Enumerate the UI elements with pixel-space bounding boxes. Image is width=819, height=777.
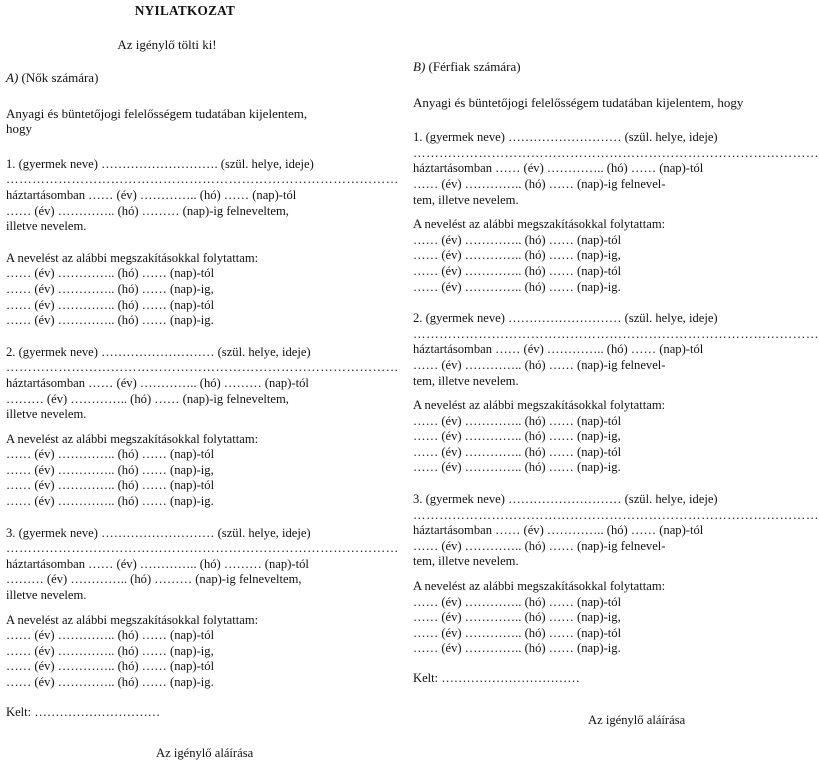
interruption-heading: A nevelést az alábbi megszakításokkal folytattam: bbox=[6, 250, 259, 265]
household-until-line: …… (év) ………….. (hó) ……… (nap)-ig felneveltem, bbox=[6, 203, 289, 218]
heading-text: (Férfiak számára) bbox=[428, 59, 521, 74]
interruption-line: …… (év) ………….. (hó) …… (nap)-tól bbox=[6, 266, 215, 281]
interruption-line: …… (év) ………….. (hó) …… (nap)-ig. bbox=[6, 494, 214, 509]
interruption-line: …… (év) ………….. (hó) …… (nap)-ig, bbox=[6, 643, 214, 658]
child-name-line: 1. (gyermek neve) ………………………. (szül. helye, ideje) bbox=[6, 156, 314, 171]
household-from-line: háztartásomban …… (év) ………….. (hó) …… (nap)-tól bbox=[413, 161, 704, 176]
household-from-line: háztartásomban …… (év) ………….. (hó) …… (nap)-tól bbox=[6, 187, 297, 202]
date-line: Kelt: …………………………… bbox=[413, 671, 580, 685]
interruption-line: …… (év) ………….. (hó) …… (nap)-tól bbox=[413, 444, 622, 459]
interruption-line: …… (év) ………….. (hó) …… (nap)-tól bbox=[413, 413, 622, 428]
document-title: NYILATKOZAT bbox=[134, 3, 236, 18]
interruption-line: …… (év) ………….. (hó) …… (nap)-tól bbox=[6, 478, 215, 493]
household-from-line: háztartásomban …… (év) ………….. (hó) ……… (nap)-tól bbox=[6, 556, 309, 571]
interruption-line: …… (év) ………….. (hó) …… (nap)-ig, bbox=[413, 610, 621, 625]
declaration-intro: Anyagi és büntetőjogi felelősségem tudatában kijelentem, hogy bbox=[413, 94, 744, 110]
interruption-line: …… (év) ………….. (hó) …… (nap)-ig, bbox=[413, 429, 621, 444]
interruption-line: …… (év) ………….. (hó) …… (nap)-ig. bbox=[6, 313, 214, 328]
household-end-line: tem, illetve nevelem. bbox=[413, 373, 519, 388]
interruption-heading: A nevelést az alábbi megszakításokkal folytattam: bbox=[413, 398, 666, 413]
interruption-line: …… (év) ………….. (hó) …… (nap)-tól bbox=[413, 232, 622, 247]
household-until-line: …… (év) ………….. (hó) …… (nap)-ig felnevel- bbox=[413, 176, 666, 191]
column-men bbox=[413, 59, 819, 728]
document-subtitle: Az igénylő tölti ki! bbox=[117, 37, 217, 52]
dotted-line: ………………………………………………………………………………… bbox=[413, 507, 819, 522]
interruption-heading: A nevelést az alábbi megszakításokkal folytattam: bbox=[413, 579, 666, 594]
column-heading bbox=[413, 59, 749, 75]
interruption-line: …… (év) ………….. (hó) …… (nap)-ig. bbox=[6, 675, 214, 689]
dotted-line: ……………………………………………………………………………… bbox=[6, 360, 399, 375]
interruption-line: …… (év) ………….. (hó) …… (nap)-ig, bbox=[6, 281, 214, 296]
interruption-heading: A nevelést az alábbi megszakításokkal folytattam: bbox=[6, 612, 259, 627]
interruption-line: …… (év) ………….. (hó) …… (nap)-ig. bbox=[413, 641, 621, 656]
signature-label: Az igénylő aláírása bbox=[156, 746, 254, 761]
interruption-line: …… (év) ………….. (hó) …… (nap)-tól bbox=[6, 659, 215, 674]
declaration-intro: Anyagi és büntetőjogi felelősségem tudatában kijelentem, hogy bbox=[6, 105, 308, 137]
household-until-line: …… (év) ………….. (hó) …… (nap)-ig felnevel- bbox=[413, 357, 666, 372]
dotted-line: ……………………………………………………………………………… bbox=[6, 541, 399, 556]
interruption-line: …… (év) ………….. (hó) …… (nap)-ig, bbox=[413, 248, 621, 263]
interruption-line: …… (év) ………….. (hó) …… (nap)-tól bbox=[413, 594, 622, 609]
interruption-line: …… (év) ………….. (hó) …… (nap)-ig, bbox=[6, 462, 214, 477]
dotted-line: ………………………………………………………………………………… bbox=[413, 145, 819, 160]
child-name-line: 3. (gyermek neve) ……………………… (szül. helye, ideje) bbox=[6, 525, 311, 540]
heading-letter: A) bbox=[6, 70, 19, 85]
child-section-1 bbox=[413, 130, 819, 295]
child-section-3 bbox=[413, 492, 819, 657]
child-section-1 bbox=[6, 156, 399, 329]
household-end-line: tem, illetve nevelem. bbox=[413, 192, 519, 207]
household-until-line: ……… (év) ………….. (hó) ……… (nap)-ig felneveltem, bbox=[6, 572, 302, 587]
child-name-line: 3. (gyermek neve) ……………………… (szül. helye, ideje) bbox=[413, 492, 718, 507]
household-from-line: háztartásomban …… (év) ………….. (hó) …… (nap)-tól bbox=[413, 342, 704, 357]
interruption-line: …… (év) ………….. (hó) …… (nap)-ig. bbox=[413, 460, 621, 475]
interruption-line: …… (év) ………….. (hó) …… (nap)-ig. bbox=[413, 279, 621, 294]
interruption-heading: A nevelést az alábbi megszakításokkal folytattam: bbox=[6, 431, 259, 446]
dotted-line: ……………………………………………………………………………… bbox=[6, 172, 399, 187]
household-end-line: tem, illetve nevelem. bbox=[413, 554, 519, 569]
household-until-line: ……… (év) ………….. (hó) …… (nap)-ig felneveltem, bbox=[6, 391, 289, 406]
heading-letter: B) bbox=[413, 59, 426, 74]
interruption-line: …… (év) ………….. (hó) …… (nap)-tól bbox=[413, 263, 622, 278]
interruption-line: …… (év) ………….. (hó) …… (nap)-tól bbox=[6, 297, 215, 312]
signature-label: Az igénylő aláírása bbox=[588, 712, 686, 727]
dotted-line: ………………………………………………………………………………… bbox=[413, 326, 819, 341]
household-end-line: illetve nevelem. bbox=[6, 588, 87, 603]
child-name-line: 1. (gyermek neve) ……………………… (szül. helye, ideje) bbox=[413, 130, 718, 145]
child-section-2 bbox=[413, 311, 819, 476]
child-name-line: 2. (gyermek neve) ……………………… (szül. helye, ideje) bbox=[6, 344, 311, 359]
child-section-2 bbox=[6, 344, 399, 510]
column-women bbox=[6, 70, 399, 762]
interruption-line: …… (év) ………….. (hó) …… (nap)-tól bbox=[6, 447, 215, 462]
household-until-line: …… (év) ………….. (hó) …… (nap)-ig felnevel- bbox=[413, 538, 666, 553]
household-end-line: illetve nevelem. bbox=[6, 219, 87, 234]
heading-text: (Nők számára) bbox=[21, 70, 99, 85]
child-section-3 bbox=[6, 525, 399, 691]
interruption-heading: A nevelést az alábbi megszakításokkal folytattam: bbox=[413, 217, 666, 232]
date-line: Kelt: ………………………… bbox=[6, 704, 161, 719]
column-heading bbox=[6, 70, 336, 86]
interruption-line: …… (év) ………….. (hó) …… (nap)-tól bbox=[6, 628, 215, 643]
household-from-line: háztartásomban …… (év) ………….. (hó) ……… (nap)-tól bbox=[6, 375, 309, 390]
interruption-line: …… (év) ………….. (hó) …… (nap)-tól bbox=[413, 625, 622, 640]
household-from-line: háztartásomban …… (év) ………….. (hó) …… (nap)-tól bbox=[413, 523, 704, 538]
child-name-line: 2. (gyermek neve) ……………………… (szül. helye, ideje) bbox=[413, 311, 718, 326]
household-end-line: illetve nevelem. bbox=[6, 407, 87, 422]
